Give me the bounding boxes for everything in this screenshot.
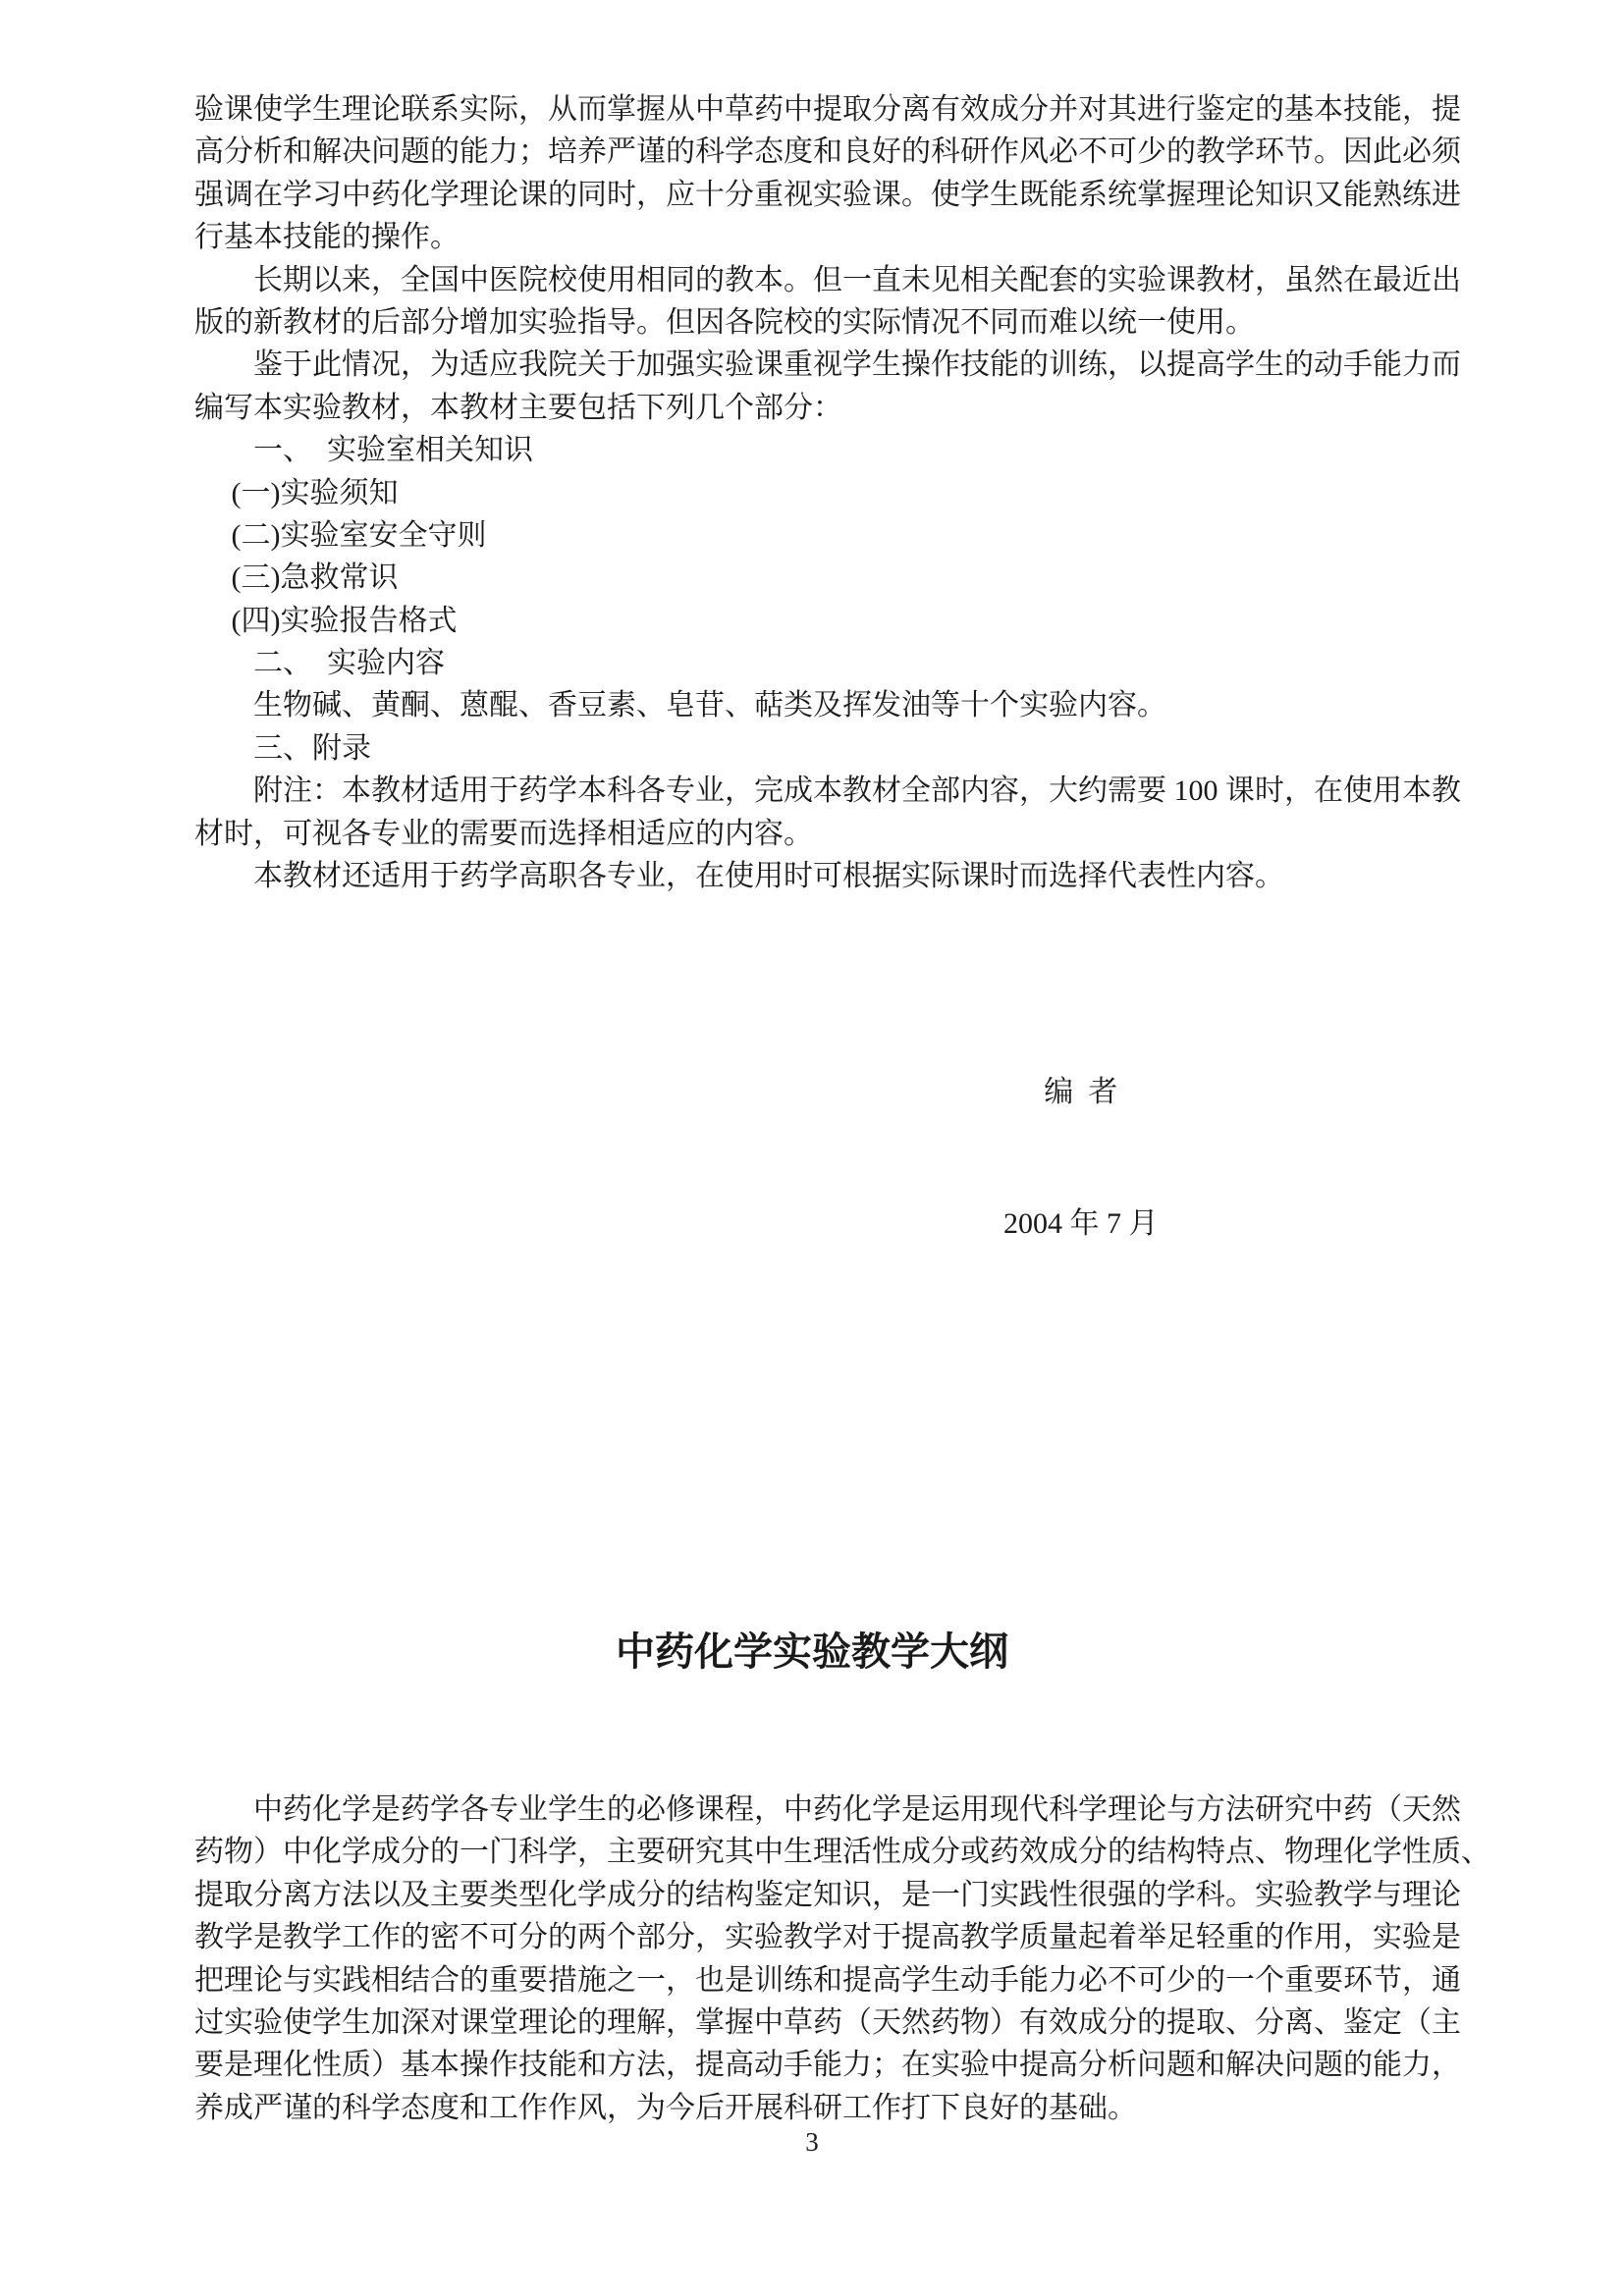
- text-line: 提取分离方法以及主要类型化学成分的结构鉴定知识，是一门实践性很强的学科。实验教学与理论: [194, 1878, 1461, 1911]
- text-line: (四)实验报告格式: [194, 604, 458, 637]
- text-line: 验课使学生理论联系实际，从而掌握从中草药中提取分离有效成分并对其进行鉴定的基本技能，提: [194, 93, 1461, 126]
- text-line: 高分析和解决问题的能力；培养严谨的科学态度和良好的科研作风必不可少的教学环节。因此必须: [194, 135, 1461, 169]
- text-line: 附注：本教材适用于药学本科各专业，完成本教材全部内容，大约需要 100 课时，在使用本教: [194, 774, 1461, 808]
- page-number: 3: [805, 2127, 819, 2157]
- text-line: 生物碱、黄酮、蒽醌、香豆素、皂苷、萜类及挥发油等十个实验内容。: [194, 689, 1166, 722]
- text-line: 版的新教材的后部分增加实验指导。但因各院校的实际情况不同而难以统一使用。: [194, 305, 1255, 339]
- text-line: 本教材还适用于药学高职各专业，在使用时可根据实际课时而选择代表性内容。: [194, 860, 1284, 893]
- text-line: (一)实验须知: [194, 476, 399, 509]
- text-line: 过实验使学生加深对课堂理论的理解，掌握中草药（天然药物）有效成分的提取、分离、鉴定（主: [194, 2005, 1461, 2039]
- syllabus-title: 中药化学实验教学大纲: [616, 1629, 1008, 1674]
- text-line: (三)急救常识: [194, 561, 399, 595]
- text-line: 长期以来，全国中医院校使用相同的教本。但一直未见相关配套的实验课教材，虽然在最近出: [194, 263, 1461, 296]
- text-line: 鉴于此情况，为适应我院关于加强实验课重视学生操作技能的训练，以提高学生的动手能力而: [194, 348, 1461, 382]
- signature-date: 2004 年 7 月: [1003, 1207, 1159, 1241]
- text-line: 三、附录: [194, 731, 371, 765]
- syllabus-intro-text: [194, 1789, 1490, 2129]
- text-line: 教学是教学工作的密不可分的两个部分，实验教学对于提高教学质量起着举足轻重的作用，实验是: [194, 1921, 1461, 1954]
- text-line: 中药化学是药学各专业学生的必修课程，中药化学是运用现代科学理论与方法研究中药（天然: [194, 1793, 1461, 1826]
- signature-author: 编 者: [1044, 1076, 1118, 1108]
- text-line: 把理论与实践相结合的重要措施之一，也是训练和提高学生动手能力必不可少的一个重要环节，通: [194, 1963, 1461, 1997]
- text-line: 材时，可视各专业的需要而选择相适应的内容。: [194, 817, 813, 850]
- text-line: 强调在学习中药化学理论课的同时，应十分重视实验课。使学生既能系统掌握理论知识又能熟练进: [194, 178, 1461, 211]
- text-line: 编写本实验教材，本教材主要包括下列几个部分：: [194, 391, 842, 424]
- text-line: 药物）中化学成分的一门科学，主要研究其中生理活性成分或药效成分的结构特点、物理化学性质、: [194, 1836, 1490, 1869]
- text-line: 行基本技能的操作。: [194, 221, 460, 254]
- text-line: 二、 实验内容: [194, 647, 445, 680]
- text-line: 养成严谨的科学态度和工作作风，为今后开展科研工作打下良好的基础。: [194, 2091, 1137, 2124]
- preface-body-text: [194, 88, 1481, 897]
- text-line: 要是理化性质）基本操作技能和方法，提高动手能力；在实验中提高分析问题和解决问题的能力，: [194, 2049, 1461, 2082]
- text-line: 一、 实验室相关知识: [194, 434, 533, 467]
- author-signature: [1003, 981, 1159, 1334]
- text-line: (二)实验室安全守则: [194, 518, 487, 552]
